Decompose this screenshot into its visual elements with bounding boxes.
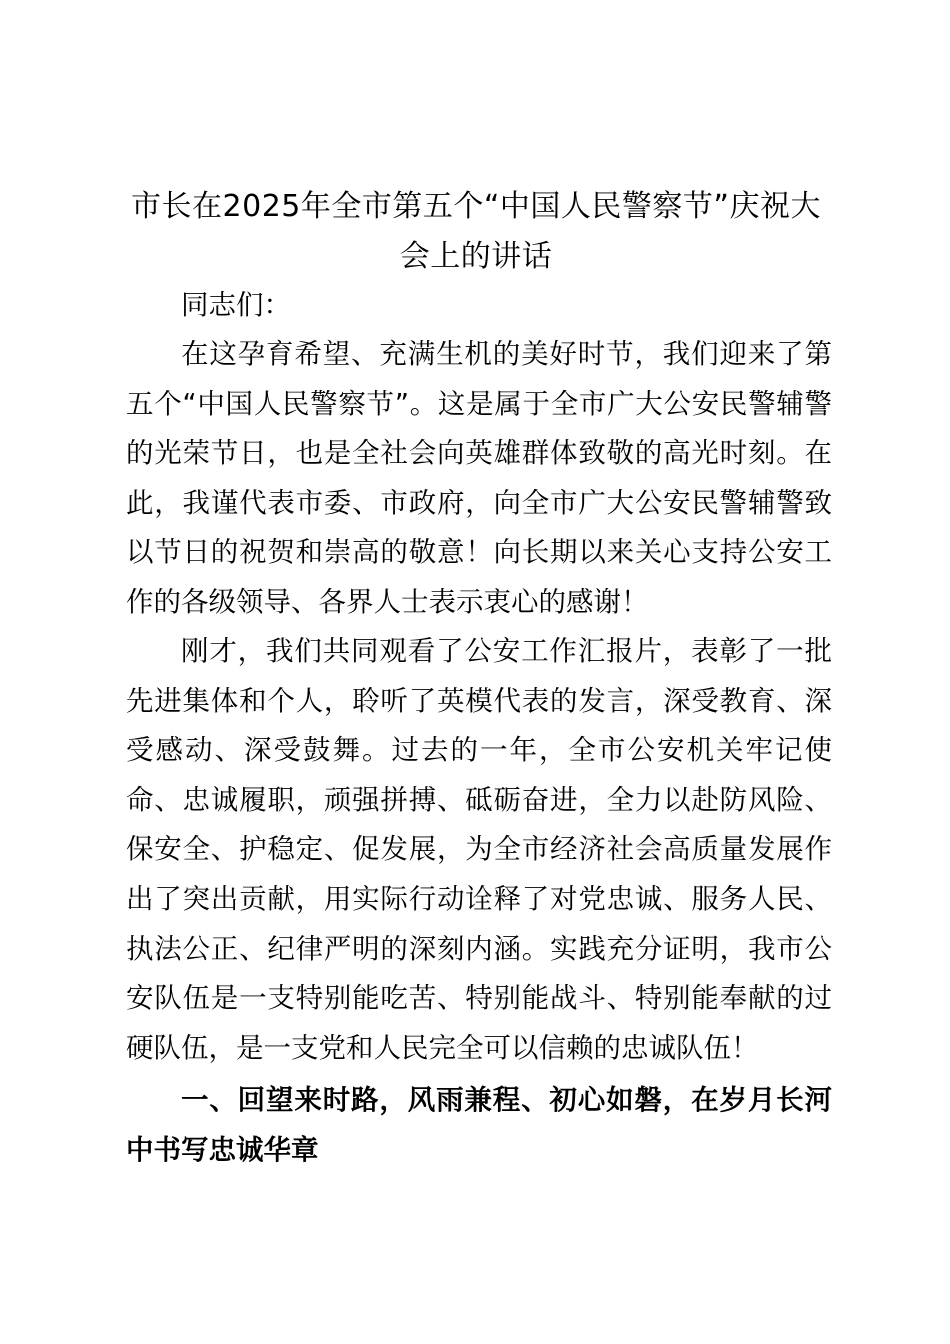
paragraph: 在这孕育希望、充满生机的美好时节，我们迎来了第五个“中国人民警察节”。这是属于全市广大公安民警辅警的光荣节日，也是全社会向英雄群体致敬的高光时刻。在此，我谨代表市委、市政府，向全市广大公安民警辅警致以节日的祝贺和崇高的敬意！向长期以来关心支持公安工作的各级领导、各界人士表示衷心的感谢！ — [126, 338, 832, 618]
paragraph: 刚才，我们共同观看了公安工作汇报片，表彰了一批先进集体和个人，聆听了英模代表的发言，深受教育、深受感动、深受鼓舞。过去的一年，全市公安机关牢记使命、忠诚履职，顽强拼搏、砥砺奋进，全力以赴防风险、保安全、护稳定、促发展，为全市经济社会高质量发展作出了突出贡献，用实际行动诠释了对党忠诚、服务人民、执法公正、纪律严明的深刻内涵。实践充分证明，我市公安队伍是一支特别能吃苦、特别能战斗、特别能奉献的过硬队伍，是一支党和人民完全可以信赖的忠诚队伍！ — [126, 635, 832, 1064]
document-title: 市长在2025年全市第五个“中国人民警察节”庆祝大会上的讲话 — [131, 189, 821, 274]
section-heading: 一、回望来时路，风雨兼程、初心如磐，在岁月长河中书写忠诚华章 — [126, 1084, 832, 1166]
salutation: 同志们： — [181, 289, 291, 321]
